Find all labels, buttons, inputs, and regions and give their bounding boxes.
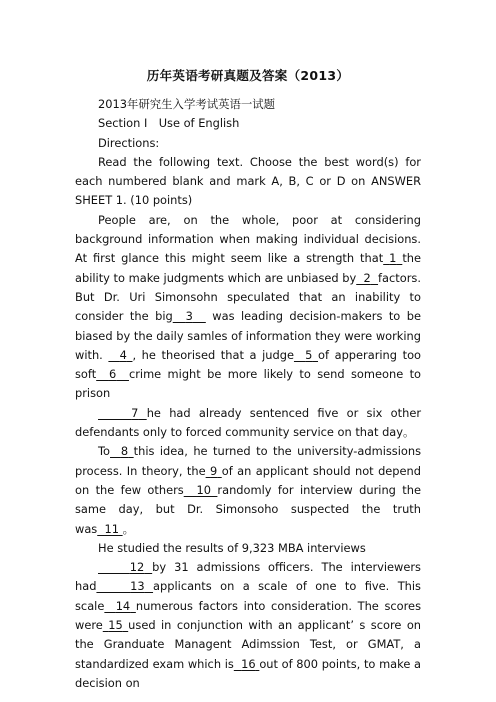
blank-15: 15: [108, 618, 123, 633]
blank-1: 1: [389, 251, 397, 266]
blank-11: 11: [104, 521, 119, 536]
document-body: [75, 95, 421, 693]
blank-3: 3: [185, 309, 193, 324]
document-title: 历年英语考研真题及答案（2013）: [146, 68, 350, 83]
blank-6: 6: [108, 367, 117, 382]
blank-12: 12: [129, 560, 145, 575]
blank-10: 10: [196, 482, 212, 497]
blank-16: 16: [241, 656, 256, 671]
blank-2: 2: [363, 270, 371, 285]
passage-paragraph-2: 7 he had already sentenced five or six other defendants only to forced community service on that day。: [75, 405, 422, 440]
blank-9: 9: [210, 463, 218, 478]
exam-subtitle: 2013年研究生入学考试英语一试题: [98, 97, 276, 111]
blank-7: 7: [131, 405, 139, 420]
blank-13: 13: [130, 579, 145, 594]
blank-4: 4: [119, 347, 127, 362]
passage-paragraph-3: To 8 this idea, he turned to the university-admissions process. In theory, the 9 of an applicant should not depend on the few others 10 randomly for interview during the same day, but Dr. Simonsoho suspected the truth was 11 。: [75, 444, 422, 536]
passage-paragraph-5: 12 by 31 admissions officers. The interviewers had 13 applicants on a scale of one to five. This scale 14 numerous factors into consideration. The scores were 15 used in conjunction with an applicant’ s score on the Granduate Managent Adimssion Test, or GMAT, a standardized exam which is 16 out of 800 points, to make a decision on: [75, 560, 422, 690]
blank-8: 8: [120, 444, 129, 459]
passage-paragraph-4: He studied the results of 9,323 MBA interviews: [98, 540, 366, 555]
blank-14: 14: [115, 598, 131, 613]
directions-text: Read the following text. Choose the best word(s) for each numbered blank and mark A, B, C or D on ANSWER SHEET 1. (10 points): [75, 154, 421, 208]
section-heading: Section I Use of English: [98, 116, 240, 131]
passage-paragraph-1: People are, on the whole, poor at considering background information when making individual decisions. At first glance this might seem like a strength that 1 the ability to make judgments which are unbiased by 2 factors. But Dr. Uri Simonsohn speculated that an inability to consider the big 3 was leading decision-makers to be biased by the daily samles of information they were working with. 4 , he theorised that a judge 5 of apperaring too soft 6 crime might be more likely to send someone to prison: [75, 212, 422, 401]
directions-label: Directions:: [98, 135, 160, 150]
blank-5: 5: [305, 347, 313, 362]
